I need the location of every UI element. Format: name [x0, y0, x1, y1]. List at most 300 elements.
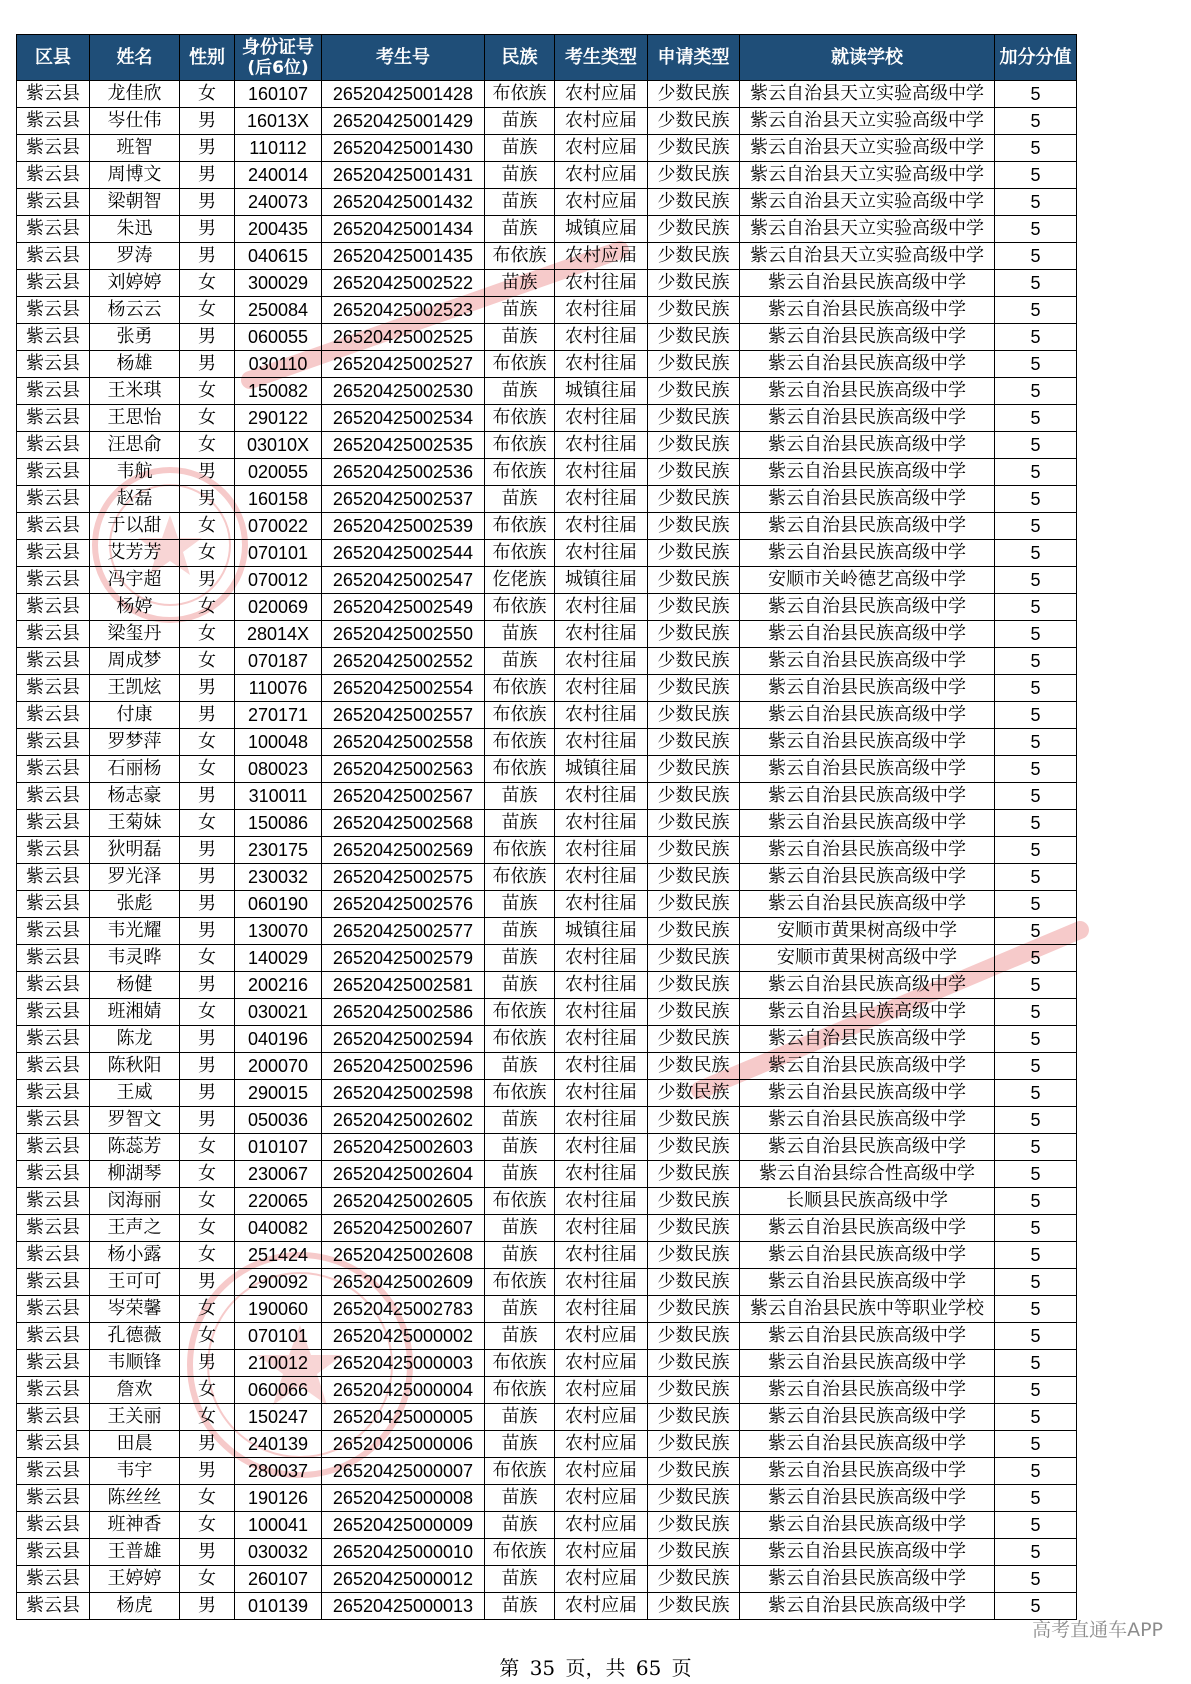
cell-name: 罗光泽	[90, 864, 180, 891]
cell-district: 紫云县	[17, 486, 90, 513]
cell-exam-number: 26520425001434	[322, 216, 485, 243]
cell-school: 紫云自治县天立实验高级中学	[740, 243, 995, 270]
cell-district: 紫云县	[17, 162, 90, 189]
cell-application-type: 少数民族	[648, 864, 740, 891]
cell-id-suffix: 230175	[235, 837, 322, 864]
cell-gender: 女	[180, 81, 235, 108]
cell-application-type: 少数民族	[648, 1296, 740, 1323]
cell-exam-number: 26520425001430	[322, 135, 485, 162]
cell-name: 梁朝智	[90, 189, 180, 216]
table-row	[17, 918, 1077, 945]
cell-gender: 男	[180, 567, 235, 594]
cell-candidate-type: 农村往届	[555, 351, 648, 378]
cell-application-type: 少数民族	[648, 513, 740, 540]
cell-candidate-type: 农村应届	[555, 108, 648, 135]
cell-id-suffix: 260107	[235, 1566, 322, 1593]
cell-district: 紫云县	[17, 1404, 90, 1431]
cell-application-type: 少数民族	[648, 837, 740, 864]
cell-id-suffix: 100048	[235, 729, 322, 756]
cell-district: 紫云县	[17, 675, 90, 702]
cell-gender: 女	[180, 1566, 235, 1593]
cell-id-suffix: 310011	[235, 783, 322, 810]
cell-school: 紫云自治县民族高级中学	[740, 270, 995, 297]
cell-bonus-points: 5	[995, 324, 1077, 351]
cell-bonus-points: 5	[995, 1134, 1077, 1161]
table-row	[17, 1188, 1077, 1215]
cell-application-type: 少数民族	[648, 162, 740, 189]
cell-exam-number: 26520425000010	[322, 1539, 485, 1566]
cell-exam-number: 26520425002537	[322, 486, 485, 513]
cell-gender: 女	[180, 999, 235, 1026]
cell-application-type: 少数民族	[648, 1539, 740, 1566]
cell-ethnicity: 苗族	[485, 108, 555, 135]
cell-school: 紫云自治县民族高级中学	[740, 324, 995, 351]
cell-district: 紫云县	[17, 351, 90, 378]
cell-name: 张彪	[90, 891, 180, 918]
cell-candidate-type: 农村往届	[555, 1053, 648, 1080]
cell-application-type: 少数民族	[648, 999, 740, 1026]
header-ethnicity: 民族	[485, 35, 555, 81]
cell-id-suffix: 250084	[235, 297, 322, 324]
cell-ethnicity: 布依族	[485, 729, 555, 756]
cell-application-type: 少数民族	[648, 1188, 740, 1215]
cell-gender: 男	[180, 459, 235, 486]
cell-name: 班神香	[90, 1512, 180, 1539]
table-row	[17, 81, 1077, 108]
cell-candidate-type: 城镇往届	[555, 378, 648, 405]
cell-id-suffix: 220065	[235, 1188, 322, 1215]
cell-district: 紫云县	[17, 1134, 90, 1161]
cell-application-type: 少数民族	[648, 1107, 740, 1134]
table-row	[17, 1026, 1077, 1053]
cell-candidate-type: 农村应届	[555, 135, 648, 162]
cell-district: 紫云县	[17, 1431, 90, 1458]
cell-district: 紫云县	[17, 594, 90, 621]
cell-gender: 男	[180, 864, 235, 891]
cell-district: 紫云县	[17, 999, 90, 1026]
cell-district: 紫云县	[17, 459, 90, 486]
cell-gender: 男	[180, 1458, 235, 1485]
cell-gender: 男	[180, 135, 235, 162]
cell-gender: 女	[180, 648, 235, 675]
cell-bonus-points: 5	[995, 378, 1077, 405]
cell-exam-number: 26520425000003	[322, 1350, 485, 1377]
cell-district: 紫云县	[17, 1080, 90, 1107]
cell-ethnicity: 苗族	[485, 1404, 555, 1431]
cell-candidate-type: 农村往届	[555, 1296, 648, 1323]
cell-exam-number: 26520425002603	[322, 1134, 485, 1161]
cell-exam-number: 26520425002522	[322, 270, 485, 297]
cell-id-suffix: 300029	[235, 270, 322, 297]
cell-ethnicity: 布依族	[485, 81, 555, 108]
cell-candidate-type: 农村往届	[555, 729, 648, 756]
cell-bonus-points: 5	[995, 432, 1077, 459]
table-row	[17, 1215, 1077, 1242]
cell-ethnicity: 布依族	[485, 459, 555, 486]
cell-school: 紫云自治县民族高级中学	[740, 1215, 995, 1242]
cell-ethnicity: 布依族	[485, 1350, 555, 1377]
cell-gender: 男	[180, 216, 235, 243]
cell-application-type: 少数民族	[648, 1512, 740, 1539]
cell-bonus-points: 5	[995, 648, 1077, 675]
cell-gender: 女	[180, 1215, 235, 1242]
cell-candidate-type: 农村应届	[555, 1566, 648, 1593]
cell-id-suffix: 110112	[235, 135, 322, 162]
cell-name: 岑仕伟	[90, 108, 180, 135]
cell-bonus-points: 5	[995, 1161, 1077, 1188]
cell-application-type: 少数民族	[648, 1242, 740, 1269]
cell-gender: 男	[180, 1053, 235, 1080]
table-row	[17, 216, 1077, 243]
cell-district: 紫云县	[17, 621, 90, 648]
cell-ethnicity: 苗族	[485, 1593, 555, 1620]
cell-exam-number: 26520425002549	[322, 594, 485, 621]
cell-gender: 男	[180, 1026, 235, 1053]
cell-ethnicity: 布依族	[485, 405, 555, 432]
cell-candidate-type: 农村往届	[555, 270, 648, 297]
table-row	[17, 108, 1077, 135]
cell-bonus-points: 5	[995, 1215, 1077, 1242]
cell-application-type: 少数民族	[648, 918, 740, 945]
cell-id-suffix: 070101	[235, 1323, 322, 1350]
cell-name: 王婷婷	[90, 1566, 180, 1593]
cell-candidate-type: 城镇应届	[555, 216, 648, 243]
cell-school: 紫云自治县民族高级中学	[740, 783, 995, 810]
cell-name: 王威	[90, 1080, 180, 1107]
cell-ethnicity: 布依族	[485, 1080, 555, 1107]
cell-exam-number: 26520425002539	[322, 513, 485, 540]
cell-id-suffix: 280037	[235, 1458, 322, 1485]
header-school: 就读学校	[740, 35, 995, 81]
cell-school: 紫云自治县民族高级中学	[740, 702, 995, 729]
cell-candidate-type: 农村应届	[555, 1350, 648, 1377]
cell-exam-number: 26520425002602	[322, 1107, 485, 1134]
data-sheet	[16, 34, 1077, 1620]
table-row	[17, 1053, 1077, 1080]
cell-district: 紫云县	[17, 702, 90, 729]
cell-gender: 男	[180, 702, 235, 729]
cell-ethnicity: 布依族	[485, 594, 555, 621]
cell-id-suffix: 030021	[235, 999, 322, 1026]
cell-district: 紫云县	[17, 810, 90, 837]
cell-application-type: 少数民族	[648, 1215, 740, 1242]
table-row	[17, 810, 1077, 837]
cell-ethnicity: 苗族	[485, 189, 555, 216]
table-row	[17, 243, 1077, 270]
cell-school: 紫云自治县民族高级中学	[740, 1242, 995, 1269]
cell-id-suffix: 010107	[235, 1134, 322, 1161]
cell-exam-number: 26520425002547	[322, 567, 485, 594]
cell-candidate-type: 农村往届	[555, 297, 648, 324]
cell-id-suffix: 040196	[235, 1026, 322, 1053]
cell-district: 紫云县	[17, 1593, 90, 1620]
cell-gender: 男	[180, 675, 235, 702]
cell-bonus-points: 5	[995, 1377, 1077, 1404]
header-bonus-points: 加分分值	[995, 35, 1077, 81]
cell-school: 紫云自治县民族高级中学	[740, 1053, 995, 1080]
header-gender: 性别	[180, 35, 235, 81]
cell-id-suffix: 28014X	[235, 621, 322, 648]
cell-exam-number: 26520425002594	[322, 1026, 485, 1053]
cell-name: 王米琪	[90, 378, 180, 405]
cell-district: 紫云县	[17, 972, 90, 999]
cell-candidate-type: 农村往届	[555, 432, 648, 459]
cell-ethnicity: 布依族	[485, 432, 555, 459]
cell-bonus-points: 5	[995, 972, 1077, 999]
cell-application-type: 少数民族	[648, 783, 740, 810]
cell-exam-number: 26520425002608	[322, 1242, 485, 1269]
cell-gender: 女	[180, 621, 235, 648]
cell-name: 付康	[90, 702, 180, 729]
cell-candidate-type: 农村往届	[555, 405, 648, 432]
cell-district: 紫云县	[17, 1107, 90, 1134]
cell-name: 闵海丽	[90, 1188, 180, 1215]
cell-name: 张勇	[90, 324, 180, 351]
cell-gender: 女	[180, 270, 235, 297]
cell-district: 紫云县	[17, 648, 90, 675]
cell-school: 紫云自治县天立实验高级中学	[740, 216, 995, 243]
table-row	[17, 324, 1077, 351]
table-row	[17, 675, 1077, 702]
cell-application-type: 少数民族	[648, 621, 740, 648]
cell-application-type: 少数民族	[648, 567, 740, 594]
cell-bonus-points: 5	[995, 1485, 1077, 1512]
cell-bonus-points: 5	[995, 1269, 1077, 1296]
cell-school: 紫云自治县民族高级中学	[740, 1269, 995, 1296]
cell-id-suffix: 270171	[235, 702, 322, 729]
cell-district: 紫云县	[17, 270, 90, 297]
cell-candidate-type: 农村往届	[555, 999, 648, 1026]
cell-gender: 女	[180, 297, 235, 324]
table-row	[17, 1161, 1077, 1188]
cell-district: 紫云县	[17, 540, 90, 567]
cell-candidate-type: 农村应届	[555, 1431, 648, 1458]
cell-district: 紫云县	[17, 108, 90, 135]
table-row	[17, 405, 1077, 432]
cell-exam-number: 26520425002568	[322, 810, 485, 837]
table-row	[17, 378, 1077, 405]
cell-ethnicity: 苗族	[485, 1053, 555, 1080]
cell-gender: 女	[180, 1134, 235, 1161]
cell-exam-number: 26520425002596	[322, 1053, 485, 1080]
cell-bonus-points: 5	[995, 1539, 1077, 1566]
cell-bonus-points: 5	[995, 1404, 1077, 1431]
cell-ethnicity: 布依族	[485, 513, 555, 540]
cell-school: 紫云自治县民族高级中学	[740, 1485, 995, 1512]
cell-id-suffix: 060066	[235, 1377, 322, 1404]
cell-ethnicity: 布依族	[485, 1269, 555, 1296]
cell-exam-number: 26520425002586	[322, 999, 485, 1026]
cell-candidate-type: 农村往届	[555, 864, 648, 891]
cell-ethnicity: 布依族	[485, 702, 555, 729]
cell-bonus-points: 5	[995, 162, 1077, 189]
cell-bonus-points: 5	[995, 864, 1077, 891]
cell-id-suffix: 020069	[235, 594, 322, 621]
cell-school: 长顺县民族高级中学	[740, 1188, 995, 1215]
cell-exam-number: 26520425002605	[322, 1188, 485, 1215]
cell-district: 紫云县	[17, 1458, 90, 1485]
cell-ethnicity: 仡佬族	[485, 567, 555, 594]
header-district: 区县	[17, 35, 90, 81]
header-id-label: 身份证号	[242, 36, 314, 58]
cell-id-suffix: 080023	[235, 756, 322, 783]
cell-application-type: 少数民族	[648, 1431, 740, 1458]
header-id-suffix	[235, 35, 322, 81]
cell-ethnicity: 苗族	[485, 783, 555, 810]
table-row	[17, 945, 1077, 972]
cell-exam-number: 26520425002535	[322, 432, 485, 459]
cell-application-type: 少数民族	[648, 648, 740, 675]
cell-name: 韦顺锋	[90, 1350, 180, 1377]
cell-bonus-points: 5	[995, 351, 1077, 378]
cell-gender: 男	[180, 189, 235, 216]
cell-school: 紫云自治县民族高级中学	[740, 1458, 995, 1485]
cell-candidate-type: 农村往届	[555, 1242, 648, 1269]
cell-gender: 女	[180, 1512, 235, 1539]
cell-candidate-type: 农村应届	[555, 162, 648, 189]
cell-district: 紫云县	[17, 297, 90, 324]
cell-bonus-points: 5	[995, 945, 1077, 972]
cell-name: 冯宇超	[90, 567, 180, 594]
cell-exam-number: 26520425002536	[322, 459, 485, 486]
table-row	[17, 756, 1077, 783]
cell-ethnicity: 苗族	[485, 1134, 555, 1161]
cell-id-suffix: 160158	[235, 486, 322, 513]
table-row	[17, 135, 1077, 162]
cell-ethnicity: 布依族	[485, 675, 555, 702]
cell-id-suffix: 160107	[235, 81, 322, 108]
cell-name: 石丽杨	[90, 756, 180, 783]
cell-application-type: 少数民族	[648, 1053, 740, 1080]
cell-school: 紫云自治县民族高级中学	[740, 1512, 995, 1539]
cell-name: 陈龙	[90, 1026, 180, 1053]
cell-bonus-points: 5	[995, 810, 1077, 837]
cell-district: 紫云县	[17, 432, 90, 459]
cell-application-type: 少数民族	[648, 1593, 740, 1620]
cell-ethnicity: 苗族	[485, 1431, 555, 1458]
cell-school: 紫云自治县民族高级中学	[740, 621, 995, 648]
cell-bonus-points: 5	[995, 486, 1077, 513]
cell-ethnicity: 苗族	[485, 270, 555, 297]
cell-district: 紫云县	[17, 1026, 90, 1053]
cell-application-type: 少数民族	[648, 1458, 740, 1485]
cell-school: 紫云自治县民族高级中学	[740, 432, 995, 459]
cell-bonus-points: 5	[995, 297, 1077, 324]
cell-school: 紫云自治县民族高级中学	[740, 891, 995, 918]
cell-id-suffix: 030032	[235, 1539, 322, 1566]
cell-gender: 女	[180, 378, 235, 405]
cell-district: 紫云县	[17, 864, 90, 891]
cell-application-type: 少数民族	[648, 1134, 740, 1161]
cell-ethnicity: 苗族	[485, 216, 555, 243]
cell-ethnicity: 苗族	[485, 891, 555, 918]
cell-id-suffix: 16013X	[235, 108, 322, 135]
cell-ethnicity: 苗族	[485, 1242, 555, 1269]
cell-name: 杨虎	[90, 1593, 180, 1620]
cell-school: 紫云自治县民族高级中学	[740, 1080, 995, 1107]
cell-ethnicity: 布依族	[485, 1377, 555, 1404]
cell-candidate-type: 农村往届	[555, 621, 648, 648]
cell-school: 紫云自治县民族高级中学	[740, 675, 995, 702]
cell-bonus-points: 5	[995, 1053, 1077, 1080]
cell-district: 紫云县	[17, 756, 90, 783]
cell-school: 紫云自治县天立实验高级中学	[740, 162, 995, 189]
cell-district: 紫云县	[17, 1215, 90, 1242]
cell-exam-number: 26520425001428	[322, 81, 485, 108]
cell-ethnicity: 苗族	[485, 1296, 555, 1323]
cell-district: 紫云县	[17, 1350, 90, 1377]
cell-district: 紫云县	[17, 1539, 90, 1566]
table-row	[17, 567, 1077, 594]
cell-candidate-type: 农村往届	[555, 1080, 648, 1107]
cell-exam-number: 26520425000013	[322, 1593, 485, 1620]
cell-candidate-type: 农村往届	[555, 648, 648, 675]
cell-application-type: 少数民族	[648, 1080, 740, 1107]
cell-application-type: 少数民族	[648, 594, 740, 621]
cell-ethnicity: 苗族	[485, 378, 555, 405]
cell-district: 紫云县	[17, 1377, 90, 1404]
cell-name: 王关丽	[90, 1404, 180, 1431]
table-row	[17, 621, 1077, 648]
cell-gender: 女	[180, 1323, 235, 1350]
cell-application-type: 少数民族	[648, 756, 740, 783]
cell-application-type: 少数民族	[648, 1566, 740, 1593]
cell-name: 田晨	[90, 1431, 180, 1458]
cell-school: 紫云自治县民族高级中学	[740, 1566, 995, 1593]
cell-ethnicity: 苗族	[485, 945, 555, 972]
cell-application-type: 少数民族	[648, 108, 740, 135]
table-row	[17, 972, 1077, 999]
cell-exam-number: 26520425002575	[322, 864, 485, 891]
cell-district: 紫云县	[17, 405, 90, 432]
cell-bonus-points: 5	[995, 783, 1077, 810]
cell-gender: 女	[180, 729, 235, 756]
cell-bonus-points: 5	[995, 999, 1077, 1026]
cell-candidate-type: 农村应届	[555, 1485, 648, 1512]
cell-application-type: 少数民族	[648, 1377, 740, 1404]
cell-candidate-type: 农村往届	[555, 1188, 648, 1215]
bonus-points-table	[16, 34, 1077, 1620]
cell-candidate-type: 农村往届	[555, 675, 648, 702]
header-application-type: 申请类型	[648, 35, 740, 81]
cell-name: 于以甜	[90, 513, 180, 540]
cell-district: 紫云县	[17, 135, 90, 162]
cell-district: 紫云县	[17, 783, 90, 810]
cell-id-suffix: 150082	[235, 378, 322, 405]
cell-name: 赵磊	[90, 486, 180, 513]
cell-id-suffix: 070187	[235, 648, 322, 675]
cell-district: 紫云县	[17, 837, 90, 864]
cell-application-type: 少数民族	[648, 189, 740, 216]
table-row	[17, 999, 1077, 1026]
cell-district: 紫云县	[17, 1242, 90, 1269]
cell-application-type: 少数民族	[648, 702, 740, 729]
cell-name: 杨志豪	[90, 783, 180, 810]
cell-candidate-type: 城镇往届	[555, 918, 648, 945]
cell-ethnicity: 布依族	[485, 756, 555, 783]
cell-exam-number: 26520425002569	[322, 837, 485, 864]
cell-bonus-points: 5	[995, 1350, 1077, 1377]
cell-exam-number: 26520425002534	[322, 405, 485, 432]
cell-gender: 女	[180, 405, 235, 432]
cell-gender: 女	[180, 1161, 235, 1188]
cell-candidate-type: 农村往届	[555, 1107, 648, 1134]
cell-bonus-points: 5	[995, 1080, 1077, 1107]
cell-candidate-type: 农村应届	[555, 1377, 648, 1404]
cell-id-suffix: 190060	[235, 1296, 322, 1323]
cell-ethnicity: 苗族	[485, 1485, 555, 1512]
cell-school: 紫云自治县天立实验高级中学	[740, 189, 995, 216]
